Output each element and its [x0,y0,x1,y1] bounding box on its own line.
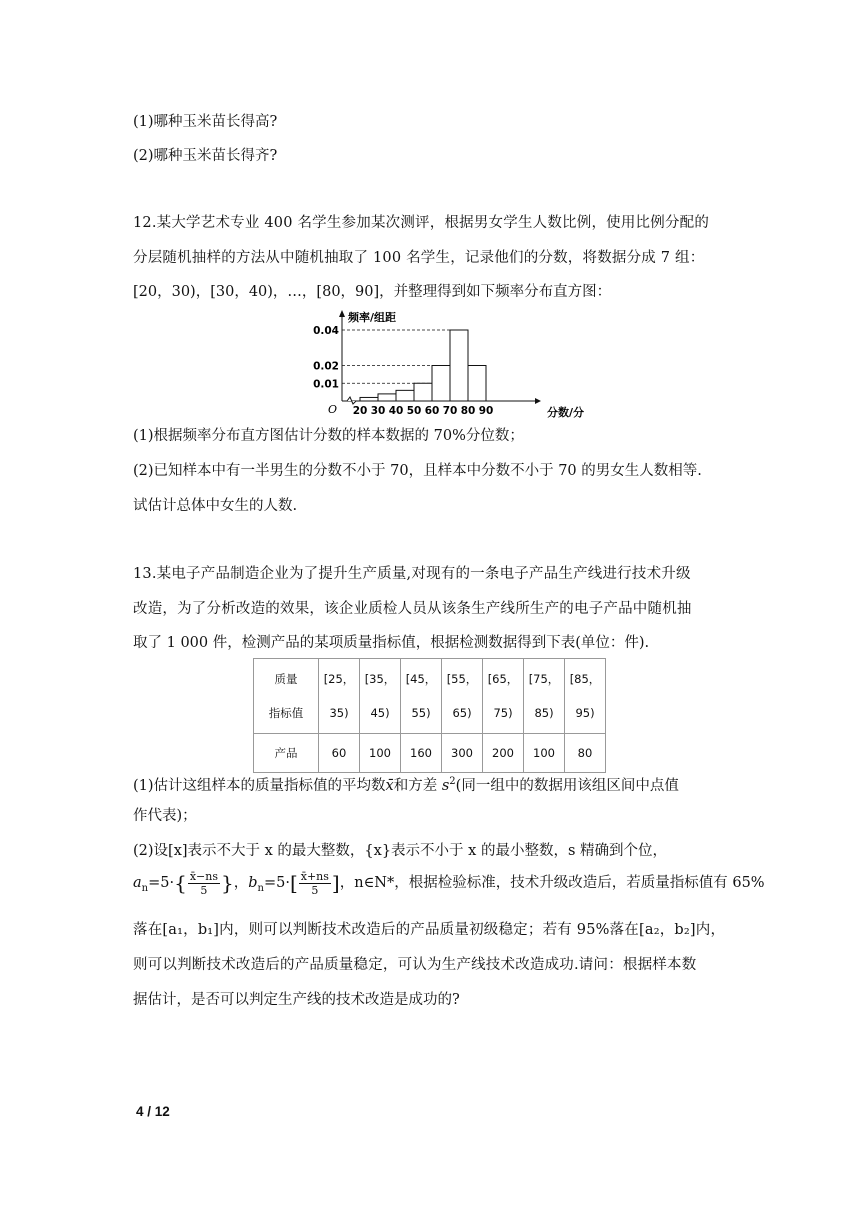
table-row-counts [254,734,606,773]
x-tick-label: 30 [370,405,386,417]
q12-stem-line1: 12.某大学艺术专业 400 名学生参加某次测评，根据男女学生人数比例，使用比例分配的 [133,215,710,231]
mean-symbol: x̄ [385,777,394,794]
table-cell-interval [319,659,360,734]
interval-end: 55) [411,706,431,720]
table-cell-count: 160 [401,734,442,773]
y-tick-label: 0.04 [313,325,339,337]
b-n-subscript: n [257,882,264,894]
x-tick-label: 40 [388,405,404,417]
table-header-product: 产品 [254,734,319,773]
q11-part2: (2)哪种玉米苗长得齐? [133,148,278,164]
table-cell-interval [565,659,606,734]
x-axis-label: 分数/分 [547,406,585,419]
b-n-symbol: b [248,875,258,891]
interval-end: 95) [575,706,595,720]
table-cell-interval [524,659,565,734]
variance-symbol: s [441,777,450,794]
q13-part2-formula-line [133,868,765,904]
q13-stem-line1: 13.某电子产品制造企业为了提升生产质量,对现有的一条电子产品生产线进行技术升级 [133,566,691,582]
header-text-b: 指标值 [268,706,304,720]
x-tick-label: 80 [460,405,476,417]
interval-end: 85) [534,706,554,720]
interval-start: [75， [528,672,560,686]
page-number: 4 / 12 [136,1104,170,1119]
interval-end: 45) [370,706,390,720]
q12-stem-line3: [20，30)，[30，40)，…，[80，90]，并整理得到如下频率分布直方图： [133,284,612,300]
histogram-bar [360,397,378,401]
right-brace-icon: } [220,871,234,895]
table-cell-count: 60 [319,734,360,773]
q13-stem-line2: 改造，为了分析改造的效果，该企业质检人员从该条生产线所生产的电子产品中随机抽 [133,601,692,617]
part1-text-a: (1)估计这组样本的质量指标值的平均数 [133,777,386,794]
equals-five: =5· [148,875,175,891]
interval-start: [45， [405,672,437,686]
right-bracket-icon: ] [331,871,340,895]
left-bracket-icon: [ [289,871,298,895]
left-brace-icon: { [174,871,187,895]
x-tick-label: 20 [352,405,368,417]
interval-start: [85， [569,672,601,686]
interval-end: 75) [493,706,513,720]
fraction-numerator: x̄−ns [189,869,218,883]
origin-label: O [328,403,338,416]
x-axis-arrow-icon [535,398,541,404]
table-header-quality-index [254,659,319,734]
q13-stem-line3: 取了 1 000 件，检测产品的某项质量指标值，根据检测数据得到下表(单位：件). [133,635,650,651]
interval-end: 65) [452,706,472,720]
table-cell-count: 80 [565,734,606,773]
separator: ， [233,875,249,891]
table-cell-interval [483,659,524,734]
table-cell-interval [401,659,442,734]
table-cell-interval [442,659,483,734]
variance-exponent: 2 [449,776,456,787]
table-cell-interval [360,659,401,734]
fraction-upper [299,870,331,897]
histogram-bar [396,390,414,401]
q13-part2-line4: 则可以判断技术改造后的产品质量稳定，可认为生产线技术改造成功.请问：根据样本数 [133,957,697,973]
histogram-bar [432,366,450,402]
x-tick-label: 90 [478,405,494,417]
interval-start: [55， [446,672,478,686]
quality-index-table [253,658,606,773]
y-axis-arrow-icon [339,310,345,317]
a-n-subscript: n [141,882,149,894]
y-tick-label: 0.02 [313,360,339,373]
q13-part1-line1 [133,772,679,796]
table-cell-count: 100 [524,734,565,773]
part2-text-tail: ，n∈N*，根据检验标准，技术升级改造后，若质量指标值有 65% [339,875,765,891]
part1-text-c: (同一组中的数据用该组区间中点值 [455,777,679,794]
frequency-histogram [300,308,585,420]
x-tick-label: 70 [442,405,458,417]
y-tick-label: 0.01 [313,378,339,391]
table-cell-count: 100 [360,734,401,773]
interval-start: [25， [323,672,355,686]
fraction-lower [188,870,220,897]
histogram-bar [378,394,396,401]
fraction-denominator: 5 [311,883,319,897]
q13-part2-line5: 据估计，是否可以判定生产线的技术改造是成功的? [133,992,460,1008]
histogram-bar [450,330,468,401]
q12-part2-line2: 试估计总体中女生的人数. [133,498,298,514]
table-row-intervals [254,659,606,734]
interval-start: [65， [487,672,519,686]
table-cell-count: 200 [483,734,524,773]
table-cell-count: 300 [442,734,483,773]
q13-part1-line2: 作代表)； [133,808,197,824]
q13-part2-line3: 落在[a₁，b₁]内，则可以判断技术改造后的产品质量初级稳定；若有 95%落在[a₂，b₂]内， [133,922,726,938]
equals-five: =5· [263,875,290,891]
interval-end: 35) [329,706,349,720]
q13-part2-line1: (2)设[x]表示不大于 x 的最大整数，{x}表示不小于 x 的最小整数，s 精确到个位， [133,843,667,859]
a-n-symbol: a [133,875,142,891]
histogram-bar [468,366,486,402]
x-tick-label: 50 [406,405,422,417]
interval-start: [35， [364,672,396,686]
q11-part1: (1)哪种玉米苗长得高? [133,114,278,130]
q12-part1: (1)根据频率分布直方图估计分数的样本数据的 70%分位数； [133,428,524,444]
x-tick-label: 60 [424,405,440,417]
header-text-a: 质量 [274,672,298,686]
histogram-bar [414,383,432,401]
part1-text-b: 和方差 [393,777,442,794]
fraction-numerator: x̄+ns [300,869,329,883]
fraction-denominator: 5 [200,883,208,897]
y-axis-label: 频率/组距 [348,311,397,324]
q12-stem-line2: 分层随机抽样的方法从中随机抽取了 100 名学生，记录他们的分数，将数据分成 7 组： [133,250,705,266]
q12-part2-line1: (2)已知样本中有一半男生的分数不小于 70，且样本中分数不小于 70 的男女生人数相等. [133,463,702,479]
